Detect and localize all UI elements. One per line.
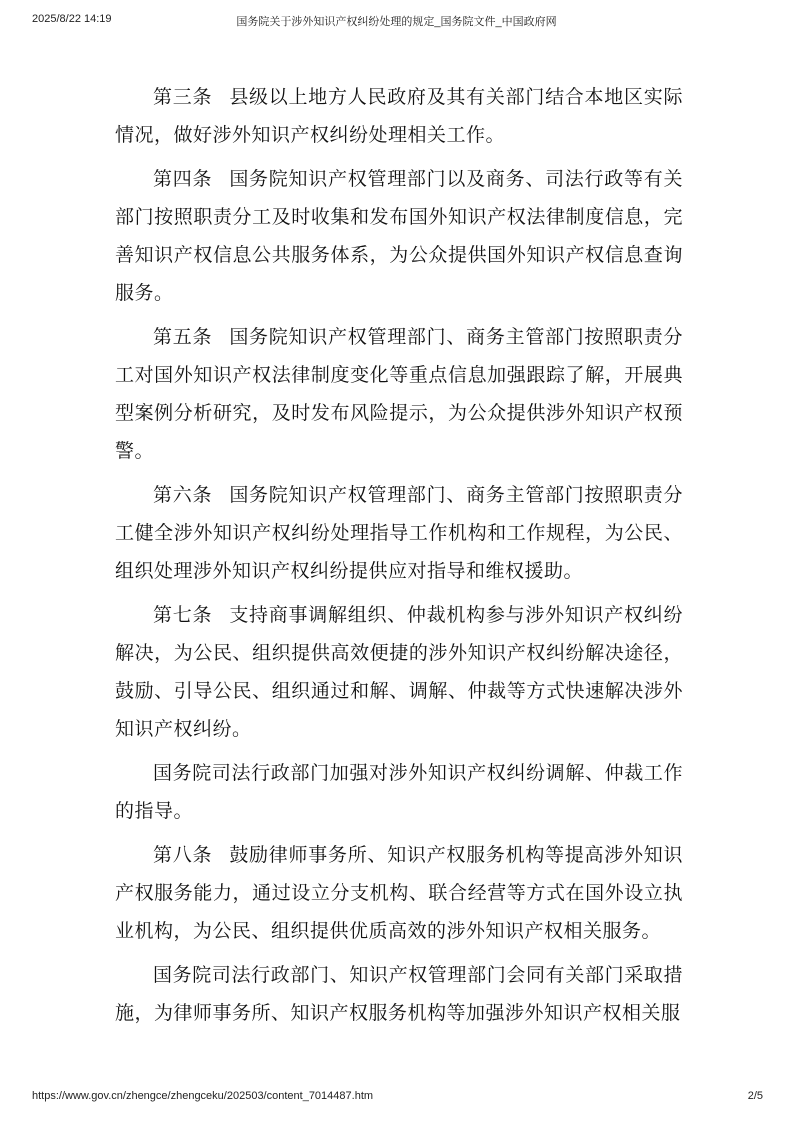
paragraph-article-8-cont [115, 956, 683, 1032]
article-number: 第四条 [153, 168, 213, 190]
paragraph-text: 国务院司法行政部门加强对涉外知识产权纠纷调解、仲裁工作的指导。 [115, 762, 683, 822]
paragraph-text: 国务院知识产权管理部门、商务主管部门按照职责分工健全涉外知识产权纠纷处理指导工作机构和工作规程，为公民、组织处理涉外知识产权纠纷提供应对指导和维权援助。 [115, 484, 683, 582]
paragraph-article-8 [115, 836, 683, 950]
paragraph-article-4 [115, 160, 683, 312]
article-number: 第五条 [153, 326, 213, 348]
print-footer [0, 1090, 793, 1110]
print-datetime: 2025/8/22 14:19 [32, 13, 112, 25]
paragraph-text: 国务院知识产权管理部门、商务主管部门按照职责分工对国外知识产权法律制度变化等重点信息加强跟踪了解，开展典型案例分析研究，及时发布风险提示，为公众提供涉外知识产权预警。 [115, 326, 683, 462]
paragraph-article-5 [115, 318, 683, 470]
article-number: 第三条 [153, 86, 213, 108]
document-body [115, 78, 683, 1038]
paragraph-article-7 [115, 596, 683, 748]
paragraph-article-6 [115, 476, 683, 590]
print-header [0, 0, 793, 40]
paragraph-article-7-cont [115, 754, 683, 830]
article-number: 第七条 [153, 604, 213, 626]
page-number: 2/5 [747, 1090, 763, 1102]
article-number: 第六条 [153, 484, 213, 506]
paragraph-text: 国务院知识产权管理部门以及商务、司法行政等有关部门按照职责分工及时收集和发布国外知识产权法律制度信息，完善知识产权信息公共服务体系，为公众提供国外知识产权信息查询服务。 [115, 168, 683, 304]
paragraph-text: 支持商事调解组织、仲裁机构参与涉外知识产权纠纷解决，为公民、组织提供高效便捷的涉外知识产权纠纷解决途径，鼓励、引导公民、组织通过和解、调解、仲裁等方式快速解决涉外知识产权纠纷。 [115, 604, 683, 740]
paragraph-text: 国务院司法行政部门、知识产权管理部门会同有关部门采取措施，为律师事务所、知识产权服务机构等加强涉外知识产权相关服 [115, 964, 683, 1024]
paragraph-article-3 [115, 78, 683, 154]
print-page-title: 国务院关于涉外知识产权纠纷处理的规定_国务院文件_中国政府网 [236, 16, 557, 28]
print-url: https://www.gov.cn/zhengce/zhengceku/202503/content_7014487.htm [32, 1090, 374, 1102]
article-number: 第八条 [153, 844, 213, 866]
paragraph-text: 鼓励律师事务所、知识产权服务机构等提高涉外知识产权服务能力，通过设立分支机构、联合经营等方式在国外设立执业机构，为公民、组织提供优质高效的涉外知识产权相关服务。 [115, 844, 683, 942]
paragraph-text: 县级以上地方人民政府及其有关部门结合本地区实际情况，做好涉外知识产权纠纷处理相关工作。 [115, 86, 683, 146]
